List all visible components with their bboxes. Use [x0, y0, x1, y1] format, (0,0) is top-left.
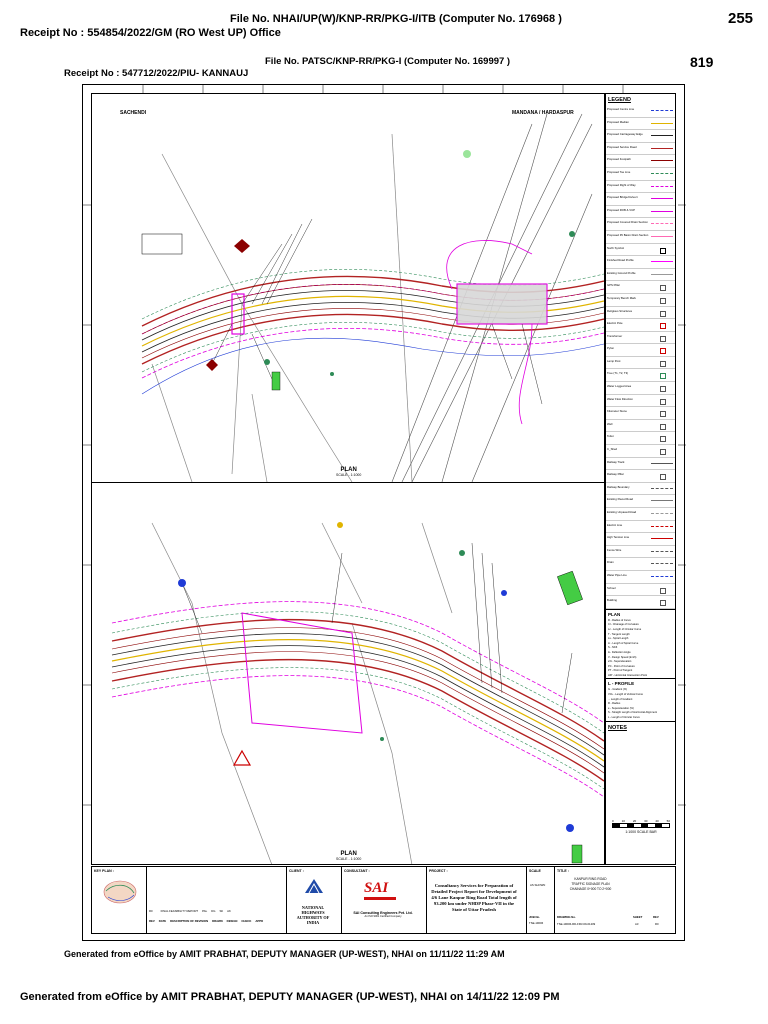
revision-cell-text: DESCRIPTION OF REVISION: [170, 919, 209, 923]
drawing-no-label: DRAWING No.: [557, 915, 576, 919]
legend-item-label: Proposed Pit Basin Drain Section: [607, 232, 649, 237]
legend-item-symbol: [660, 285, 666, 291]
title-label: TITLE :: [557, 869, 569, 873]
legend-item-symbol: [651, 261, 673, 264]
legend-item-symbol: [651, 148, 673, 151]
legend-item-label: Railway Track: [607, 459, 625, 464]
revision-cell-text: DRAWN: [212, 919, 223, 923]
legend-item: [606, 596, 675, 609]
project-cell: [427, 867, 527, 933]
legend-item-symbol: [651, 186, 673, 189]
legend-item: [606, 181, 675, 194]
legend-item-symbol: [651, 160, 673, 163]
legend-item-symbol: [651, 488, 673, 491]
legend-item-symbol: [651, 274, 673, 277]
legend-item-label: Proposed Bridge/Culvert: [607, 195, 638, 200]
legend-item-symbol: [651, 223, 673, 226]
legend-item-symbol: [651, 211, 673, 214]
legend-item-label: Proposed ROB & VUP: [607, 207, 635, 212]
legend-item: [606, 395, 675, 408]
client-logo: [303, 877, 325, 895]
abbrev-item: Cl - Chainage of Curvature: [608, 623, 639, 627]
abbrev-item: HIP - Horizontal Intersection Point: [608, 673, 648, 677]
project-description: Consultancy Services for Preparation of Detailed Project Report for Development of 4/6 Lane Kanpur Ring Road Total length of 93.200 km under NHDP Phase-VII in the State of Uttar Pradesh: [431, 883, 517, 912]
plan-title-top: PLAN SCALE - 1:1000: [336, 467, 362, 477]
revision-cell-text: AK: [227, 909, 231, 913]
rev-label: REV: [653, 915, 659, 919]
scale-label: SCALE: [529, 869, 541, 873]
revision-cell-text: PAL: [202, 909, 208, 913]
legend-item-label: Well: [607, 421, 613, 426]
legend-item-symbol: [651, 538, 673, 541]
generated-note-2: Generated from eOffice by AMIT PRABHAT, DEPUTY MANAGER (UP-WEST), NHAI on 14/11/22 12:09 PM: [20, 991, 560, 1003]
legend-item: [606, 105, 675, 118]
plan-abbrev-title: PLAN: [606, 609, 675, 619]
legend-item-label: Electric Pole: [607, 321, 623, 326]
revision-columns: [149, 919, 263, 923]
plan-title-bottom: PLAN SCALE - 1:1000: [336, 851, 362, 861]
job-label: JOB No.: [529, 915, 541, 919]
legend-item: [606, 206, 675, 219]
legend-item: [606, 269, 675, 282]
scale-tick-label: 50: [666, 819, 670, 823]
job-value: TSE-19006: [529, 921, 544, 925]
drawing-no-value: TSE-19006-RD-FFR-69-01209: [557, 922, 596, 926]
legend-title: LEGEND: [608, 97, 631, 103]
legend-item: [606, 571, 675, 584]
legend-item: [606, 558, 675, 571]
consultant-cell: [342, 867, 427, 933]
legend-item-symbol: [660, 474, 666, 480]
consultant-logo: SAI: [364, 879, 396, 901]
abbrev-item: e% - Superelevation: [608, 660, 632, 664]
page-number-primary: 255: [728, 10, 754, 27]
legend-list: [606, 105, 675, 609]
receipt-number-secondary: Receipt No : 547712/2022/PIU- KANNAUJ: [64, 68, 249, 79]
legend-item-symbol: [651, 563, 673, 566]
scale-cell: [527, 867, 555, 933]
legend-item-symbol: [651, 551, 673, 554]
legend-item-label: Railway Boundary: [607, 484, 630, 489]
legend-item-label: Kilometer Stone: [607, 409, 627, 414]
abbrev-item: R - Radius: [608, 702, 621, 706]
legend-item: [606, 470, 675, 483]
revision-cell-text: SK: [219, 909, 224, 913]
legend-item-label: Fence Wire: [607, 547, 622, 552]
rev-value: R0: [655, 922, 659, 926]
legend-item-symbol: [660, 399, 666, 405]
legend-item-label: Proposed Footpath: [607, 157, 631, 162]
legend-item: [606, 307, 675, 320]
legend-item-label: Proposed Carriageway Edge: [607, 132, 643, 137]
legend-item-label: Tree (T1, T2, T3): [607, 371, 629, 376]
legend-item: [606, 344, 675, 357]
legend-item-label: School: [607, 585, 616, 590]
legend-item-label: Building: [607, 598, 617, 603]
legend-item-label: C_Shed: [607, 447, 618, 452]
legend-item-label: Temporary Bench Mark: [607, 295, 636, 300]
abbrev-item: S - Shift: [608, 646, 618, 650]
revision-cell-text: REV: [149, 919, 155, 923]
abbrev-item: VCL - Length of Vertical Curve: [608, 693, 643, 697]
abbrev-item: ... Length of Gradient: [608, 697, 633, 701]
legend-item: [606, 382, 675, 395]
plan-panel-bottom: [92, 483, 604, 865]
legend-item: [606, 458, 675, 471]
legend-item: [606, 244, 675, 257]
abbrev-item: Δ - Deflection Angle: [608, 650, 631, 654]
scale-value: AS SHOWN: [530, 883, 546, 887]
scale-tick-label: 0: [612, 819, 614, 823]
legend-item-symbol: [651, 500, 673, 503]
key-plan-map: [100, 877, 140, 907]
abbrev-item: V - Design Speed (km/h): [608, 655, 637, 659]
legend-item-label: Electric Line: [607, 522, 623, 527]
legend-item: [606, 319, 675, 332]
abbrev-item: S - Straight Length of Horizontal Alignment: [608, 711, 658, 715]
legend-item-symbol: [660, 449, 666, 455]
legend-item-label: GPS Pillar: [607, 283, 620, 288]
file-number-primary: File No. NHAI/UP(W)/KNP-RR/PKG-I/ITB (Computer No. 176968 ): [230, 13, 562, 25]
revision-cell-text: DG: [211, 909, 216, 913]
legend-item-label: Transformer: [607, 333, 623, 338]
legend-item-label: High Tension Line: [607, 535, 630, 540]
legend-item-symbol: [660, 298, 666, 304]
abbrev-item: T - Tangent Length: [608, 632, 630, 636]
legend-item-symbol: [660, 386, 666, 392]
abbrev-item: PC - Point of Curvature: [608, 664, 635, 668]
scale-tick-label: 20: [632, 819, 637, 823]
revision-cell-text: DATE: [158, 919, 167, 923]
legend-item-symbol: [660, 336, 666, 342]
scale-tick-label: 40: [655, 819, 659, 823]
legend-item-symbol: [660, 311, 666, 317]
generated-note-1: Generated from eOffice by AMIT PRABHAT, DEPUTY MANAGER (UP-WEST), NHAI on 11/11/22 11:29 AM: [64, 949, 505, 959]
legend-item: [606, 407, 675, 420]
legend-item-label: Drain: [607, 560, 614, 565]
revision-cell-text: CHECK: [241, 919, 252, 923]
abbrev-item: Ls - Spiral Length: [608, 637, 629, 641]
legend-item-symbol: [660, 348, 666, 354]
direction-left-label: SACHENDI: [120, 110, 147, 116]
receipt-number-primary: Receipt No : 554854/2022/GM (RO West UP) Office: [20, 27, 281, 39]
legend-panel: [605, 93, 676, 865]
legend-item-label: Proposed Centre Line: [607, 107, 635, 111]
scale-tick-label: 30: [644, 819, 648, 823]
drawing-title: KANPUR RING ROAD TRAFFIC SIGNAGE PLAN CHAINAGE 0+000 TO 2+000: [569, 877, 612, 891]
legend-item-label: Existing Paved Road: [607, 497, 633, 502]
legend-item-label: Proposed Right of Way: [607, 182, 636, 187]
plan-panel-top: [92, 94, 604, 483]
key-plan-label: KEY PLAN :: [94, 869, 114, 873]
legend-item-label: Existing Unpaved Road: [607, 510, 637, 514]
legend-item: [606, 218, 675, 231]
legend-item-symbol: [660, 424, 666, 430]
legend-item: [606, 143, 675, 156]
revision-cell: [147, 867, 287, 933]
legend-item: [606, 281, 675, 294]
legend-item-symbol: [660, 436, 666, 442]
legend-item-label: Proposed Toe Line: [607, 169, 631, 174]
road-alignment-bottom: [92, 483, 604, 865]
legend-item-symbol: [651, 173, 673, 176]
plan-abbrev-list: [606, 619, 675, 679]
drawing-sheet: [82, 84, 685, 941]
legend-item-symbol: [660, 588, 666, 594]
legend-item: [606, 483, 675, 496]
legend-item-symbol: [660, 600, 666, 606]
legend-item-label: Proposed Median: [607, 119, 629, 124]
legend-item: [606, 168, 675, 181]
consultant-label: CONSULTANT :: [344, 869, 370, 873]
legend-item-symbol: [660, 248, 666, 254]
notes-title: NOTES: [606, 721, 675, 734]
scale-bar-caption: 1:1000 SCALE BAR: [625, 830, 657, 834]
legend-item-label: Toilet: [607, 434, 614, 439]
legend-item: [606, 508, 675, 521]
legend-item: [606, 256, 675, 269]
abbrev-item: Lt - Length of Spiral Curve: [608, 641, 639, 645]
revision-cell-text: R0: [149, 909, 153, 913]
legend-item-symbol: [651, 135, 673, 138]
legend-item: [606, 584, 675, 597]
legend-item-symbol: [660, 373, 666, 379]
abbrev-item: G - Gradient (%): [608, 688, 628, 692]
abbrev-item: L - Length of Circular Curve: [608, 716, 640, 720]
legend-item-label: North Symbol: [607, 245, 624, 250]
legend-item-label: Finished Road Profile: [607, 258, 634, 263]
sheet-label: SHEET: [633, 915, 643, 919]
file-number-secondary: File No. PATSC/KNP-RR/PKG-I (Computer No. 169997 ): [265, 56, 511, 67]
legend-item-label: Water Flow Direction: [607, 396, 633, 401]
consultant-name: SAI Consulting Engineers Pvt. Ltd. An ISO 9001 Certified Company: [353, 911, 413, 918]
legend-item-symbol: [651, 198, 673, 201]
legend-item: [606, 193, 675, 206]
legend-item-label: Existing Ground Profile: [607, 270, 636, 275]
legend-item-symbol: [651, 123, 673, 126]
legend-item-label: Railway Pillar: [607, 472, 624, 477]
title-block: [91, 866, 676, 934]
legend-item: [606, 231, 675, 244]
legend-item: [606, 521, 675, 534]
client-cell: [287, 867, 342, 933]
client-label: CLIENT :: [289, 869, 304, 873]
legend-item: [606, 118, 675, 131]
legend-item-symbol: [660, 361, 666, 367]
legend-item: [606, 155, 675, 168]
legend-item-symbol: [651, 236, 673, 239]
profile-abbrev-list: [606, 688, 675, 720]
legend-item-symbol: [651, 576, 673, 579]
key-plan-cell: [92, 867, 147, 933]
legend-item-label: Lamp Post: [607, 358, 621, 363]
road-alignment-top: [92, 94, 604, 482]
abbrev-item: R - Radius of Curve: [608, 618, 631, 622]
revision-cell-text: DESIGN: [226, 919, 238, 923]
legend-item-label: Water Logged Area: [607, 384, 631, 389]
legend-item-symbol: [651, 463, 673, 466]
plan-area: [91, 93, 605, 865]
legend-item: [606, 357, 675, 370]
legend-item-label: Pylon: [607, 346, 614, 351]
revision-cell-text: APPD: [255, 919, 264, 923]
legend-item: [606, 130, 675, 143]
legend-item-symbol: [651, 110, 673, 113]
abbrev-item: PT - Point of Tangent: [608, 669, 633, 673]
legend-item: [606, 420, 675, 433]
legend-item: [606, 546, 675, 559]
legend-item-label: Water Pipe Line: [607, 572, 627, 577]
profile-abbrev-title: L - PROFILE: [606, 678, 675, 688]
legend-item: [606, 432, 675, 445]
legend-item-label: Religious Structures: [607, 308, 633, 313]
legend-item-symbol: [660, 411, 666, 417]
page-number-secondary: 819: [690, 54, 714, 70]
legend-item: [606, 533, 675, 546]
revision-row: [149, 909, 231, 913]
project-label: PROJECT :: [429, 869, 448, 873]
client-name: NATIONAL HIGHWAYS AUTHORITY OF INDIA: [296, 905, 330, 925]
abbrev-item: Lc - Length of Circular Curve: [608, 627, 642, 631]
legend-item-symbol: [660, 323, 666, 329]
legend-item-symbol: [651, 526, 673, 529]
legend-item: [606, 369, 675, 382]
legend-item: [606, 294, 675, 307]
revision-cell-text: FINAL FEASIBILITY REPORT: [160, 909, 199, 913]
scale-bar: [612, 819, 670, 834]
legend-item-label: Proposed Service Road: [607, 144, 637, 149]
legend-item: [606, 332, 675, 345]
legend-item-symbol: [651, 513, 673, 516]
abbrev-item: e - Superelevation (%): [608, 706, 634, 710]
title-cell: [555, 867, 675, 933]
sheet-value: A3: [635, 922, 639, 926]
legend-item: [606, 445, 675, 458]
legend-item: [606, 495, 675, 508]
direction-right-label: MANDANA / HARDASPUR: [512, 110, 574, 116]
scale-tick-label: 10: [621, 819, 625, 823]
legend-item-label: Proposed Covered Drain Section: [607, 220, 648, 225]
